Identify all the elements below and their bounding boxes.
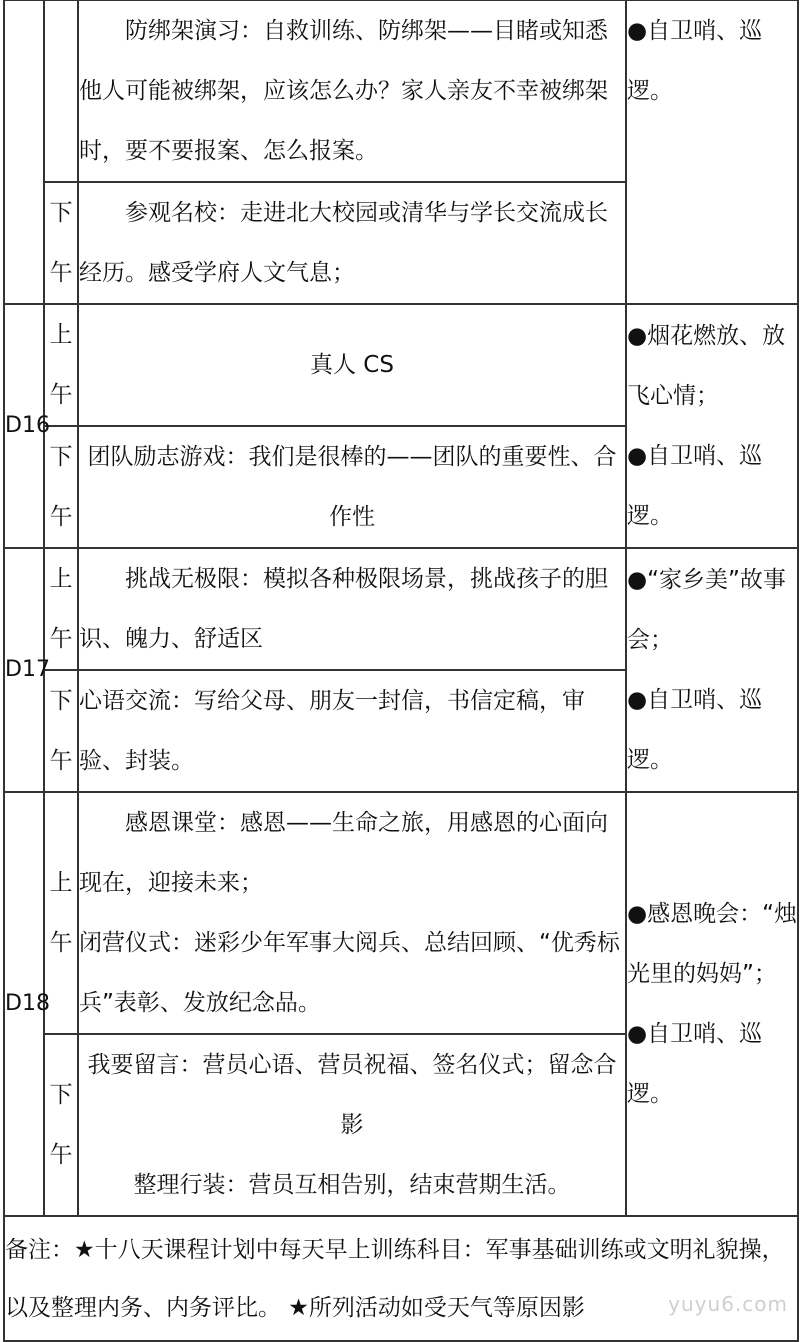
- activity-team-game: 团队励志游戏：我们是很棒的——团队的重要性、合作性: [78, 426, 626, 548]
- evening-item: ●自卫哨、巡逻。: [627, 1021, 763, 1107]
- evening-activities: [626, 304, 798, 548]
- evening-activities: [626, 792, 798, 1216]
- evening-item: ●自卫哨、巡逻。: [627, 443, 763, 529]
- activity-line: 整理行装：营员互相告别，结束营期生活。: [133, 1172, 571, 1198]
- activity-campus-visit: 参观名校：走进北大校园或清华与学长交流成长经历。感受学府人文气息；: [78, 182, 626, 304]
- activity-farewell: [78, 1034, 626, 1216]
- table-row: [4, 0, 798, 182]
- day-cell-empty: [4, 0, 44, 304]
- day-label: D16: [4, 304, 44, 548]
- activity-line: 感恩课堂：感恩——生命之旅，用感恩的心面向现在，迎接未来；: [79, 810, 608, 896]
- schedule-table: [3, 0, 799, 1342]
- table-row: [4, 304, 798, 426]
- day-label: D18: [4, 792, 44, 1216]
- half-day-label: 上午: [44, 548, 78, 670]
- evening-item: ●自卫哨、巡逻。: [627, 687, 763, 773]
- watermark: yuyu6.com: [668, 1292, 788, 1316]
- table-row: [4, 792, 798, 1034]
- activity-line: 闭营仪式：迷彩少年军事大阅兵、总结回顾、“优秀标兵”表彰、发放纪念品。: [79, 930, 620, 1016]
- evening-item: ●“家乡美”故事会；: [627, 567, 786, 653]
- half-day-label: 下午: [44, 1034, 78, 1216]
- activity-gratitude: [78, 792, 626, 1034]
- half-day-label: 上午: [44, 792, 78, 1034]
- half-day-label: 下午: [44, 182, 78, 304]
- remarks: 备注：★十八天课程计划中每天早上训练科目：军事基础训练或文明礼貌操，以及整理内务、内务评比。 ★所列活动如受天气等原因影: [4, 1216, 798, 1341]
- table-row: [4, 1216, 798, 1341]
- evening-item: ●烟花燃放、放飞心情；: [627, 323, 786, 409]
- evening-activities: [626, 548, 798, 792]
- half-day-label: 上午: [44, 304, 78, 426]
- evening-item: ●感恩晚会：“烛光里的妈妈”；: [627, 901, 797, 987]
- evening-activity: ●自卫哨、巡逻。: [626, 0, 798, 304]
- half-day-label: 下午: [44, 670, 78, 792]
- half-day-label: 下午: [44, 426, 78, 548]
- activity-letter: 心语交流：写给父母、朋友一封信，书信定稿，审验、封装。: [78, 670, 626, 792]
- activity-cs: 真人 CS: [78, 304, 626, 426]
- day-label: D17: [4, 548, 44, 792]
- half-day-cell-empty: [44, 0, 78, 182]
- table-row: [4, 548, 798, 670]
- activity-anti-kidnapping: 防绑架演习：自救训练、防绑架——目睹或知悉他人可能被绑架，应该怎么办？家人亲友不幸被绑架时，要不要报案、怎么报案。: [78, 0, 626, 182]
- activity-line: 我要留言：营员心语、营员祝福、签名仪式；留念合影: [87, 1052, 617, 1138]
- activity-challenge: 挑战无极限：模拟各种极限场景，挑战孩子的胆识、魄力、舒适区: [78, 548, 626, 670]
